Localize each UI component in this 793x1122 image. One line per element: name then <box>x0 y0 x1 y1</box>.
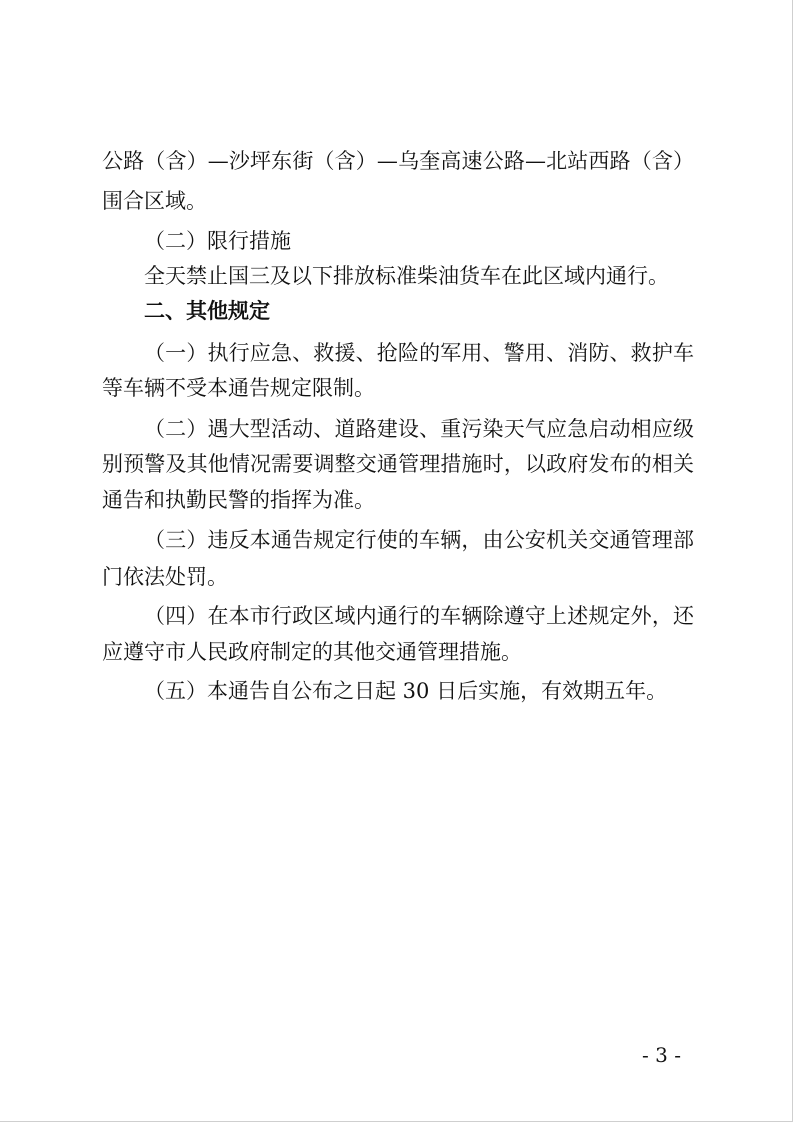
rule-4-line-1: （四）在本市行政区域内通行的车辆除遵守上述规定外，还 <box>144 604 694 628</box>
rule-1-line-2: 等车辆不受本通告规定限制。 <box>102 376 375 400</box>
page-number: - 3 - <box>642 1043 681 1067</box>
text-line-1: 公路（含）—沙坪东街（含）—乌奎高速公路—北站西路（含） <box>102 149 694 173</box>
rule-3-line-2: 门依法处罚。 <box>102 565 228 589</box>
text-line-2: 围合区域。 <box>102 189 207 213</box>
text-line-restriction: 全天禁止国三及以下排放标准柴油货车在此区域内通行。 <box>144 264 669 288</box>
rule-2-line-3: 通告和执勤民警的指挥为准。 <box>102 488 375 512</box>
rule-4-line-2: 应遵守市人民政府制定的其他交通管理措施。 <box>102 640 522 664</box>
section-subheading-restriction: （二）限行措施 <box>144 229 291 253</box>
rule-5-line-1: （五）本通告自公布之日起 30 日后实施，有效期五年。 <box>144 679 668 703</box>
section-heading-other-rules: 二、其他规定 <box>144 299 270 323</box>
rule-1-line-1: （一）执行应急、救援、抢险的军用、警用、消防、救护车 <box>144 341 694 365</box>
rule-2-line-1: （二）遇大型活动、道路建设、重污染天气应急启动相应级 <box>144 417 694 441</box>
rule-3-line-1: （三）违反本通告规定行使的车辆，由公安机关交通管理部 <box>144 528 694 552</box>
rule-2-line-2: 别预警及其他情况需要调整交通管理措施时，以政府发布的相关 <box>102 452 694 476</box>
